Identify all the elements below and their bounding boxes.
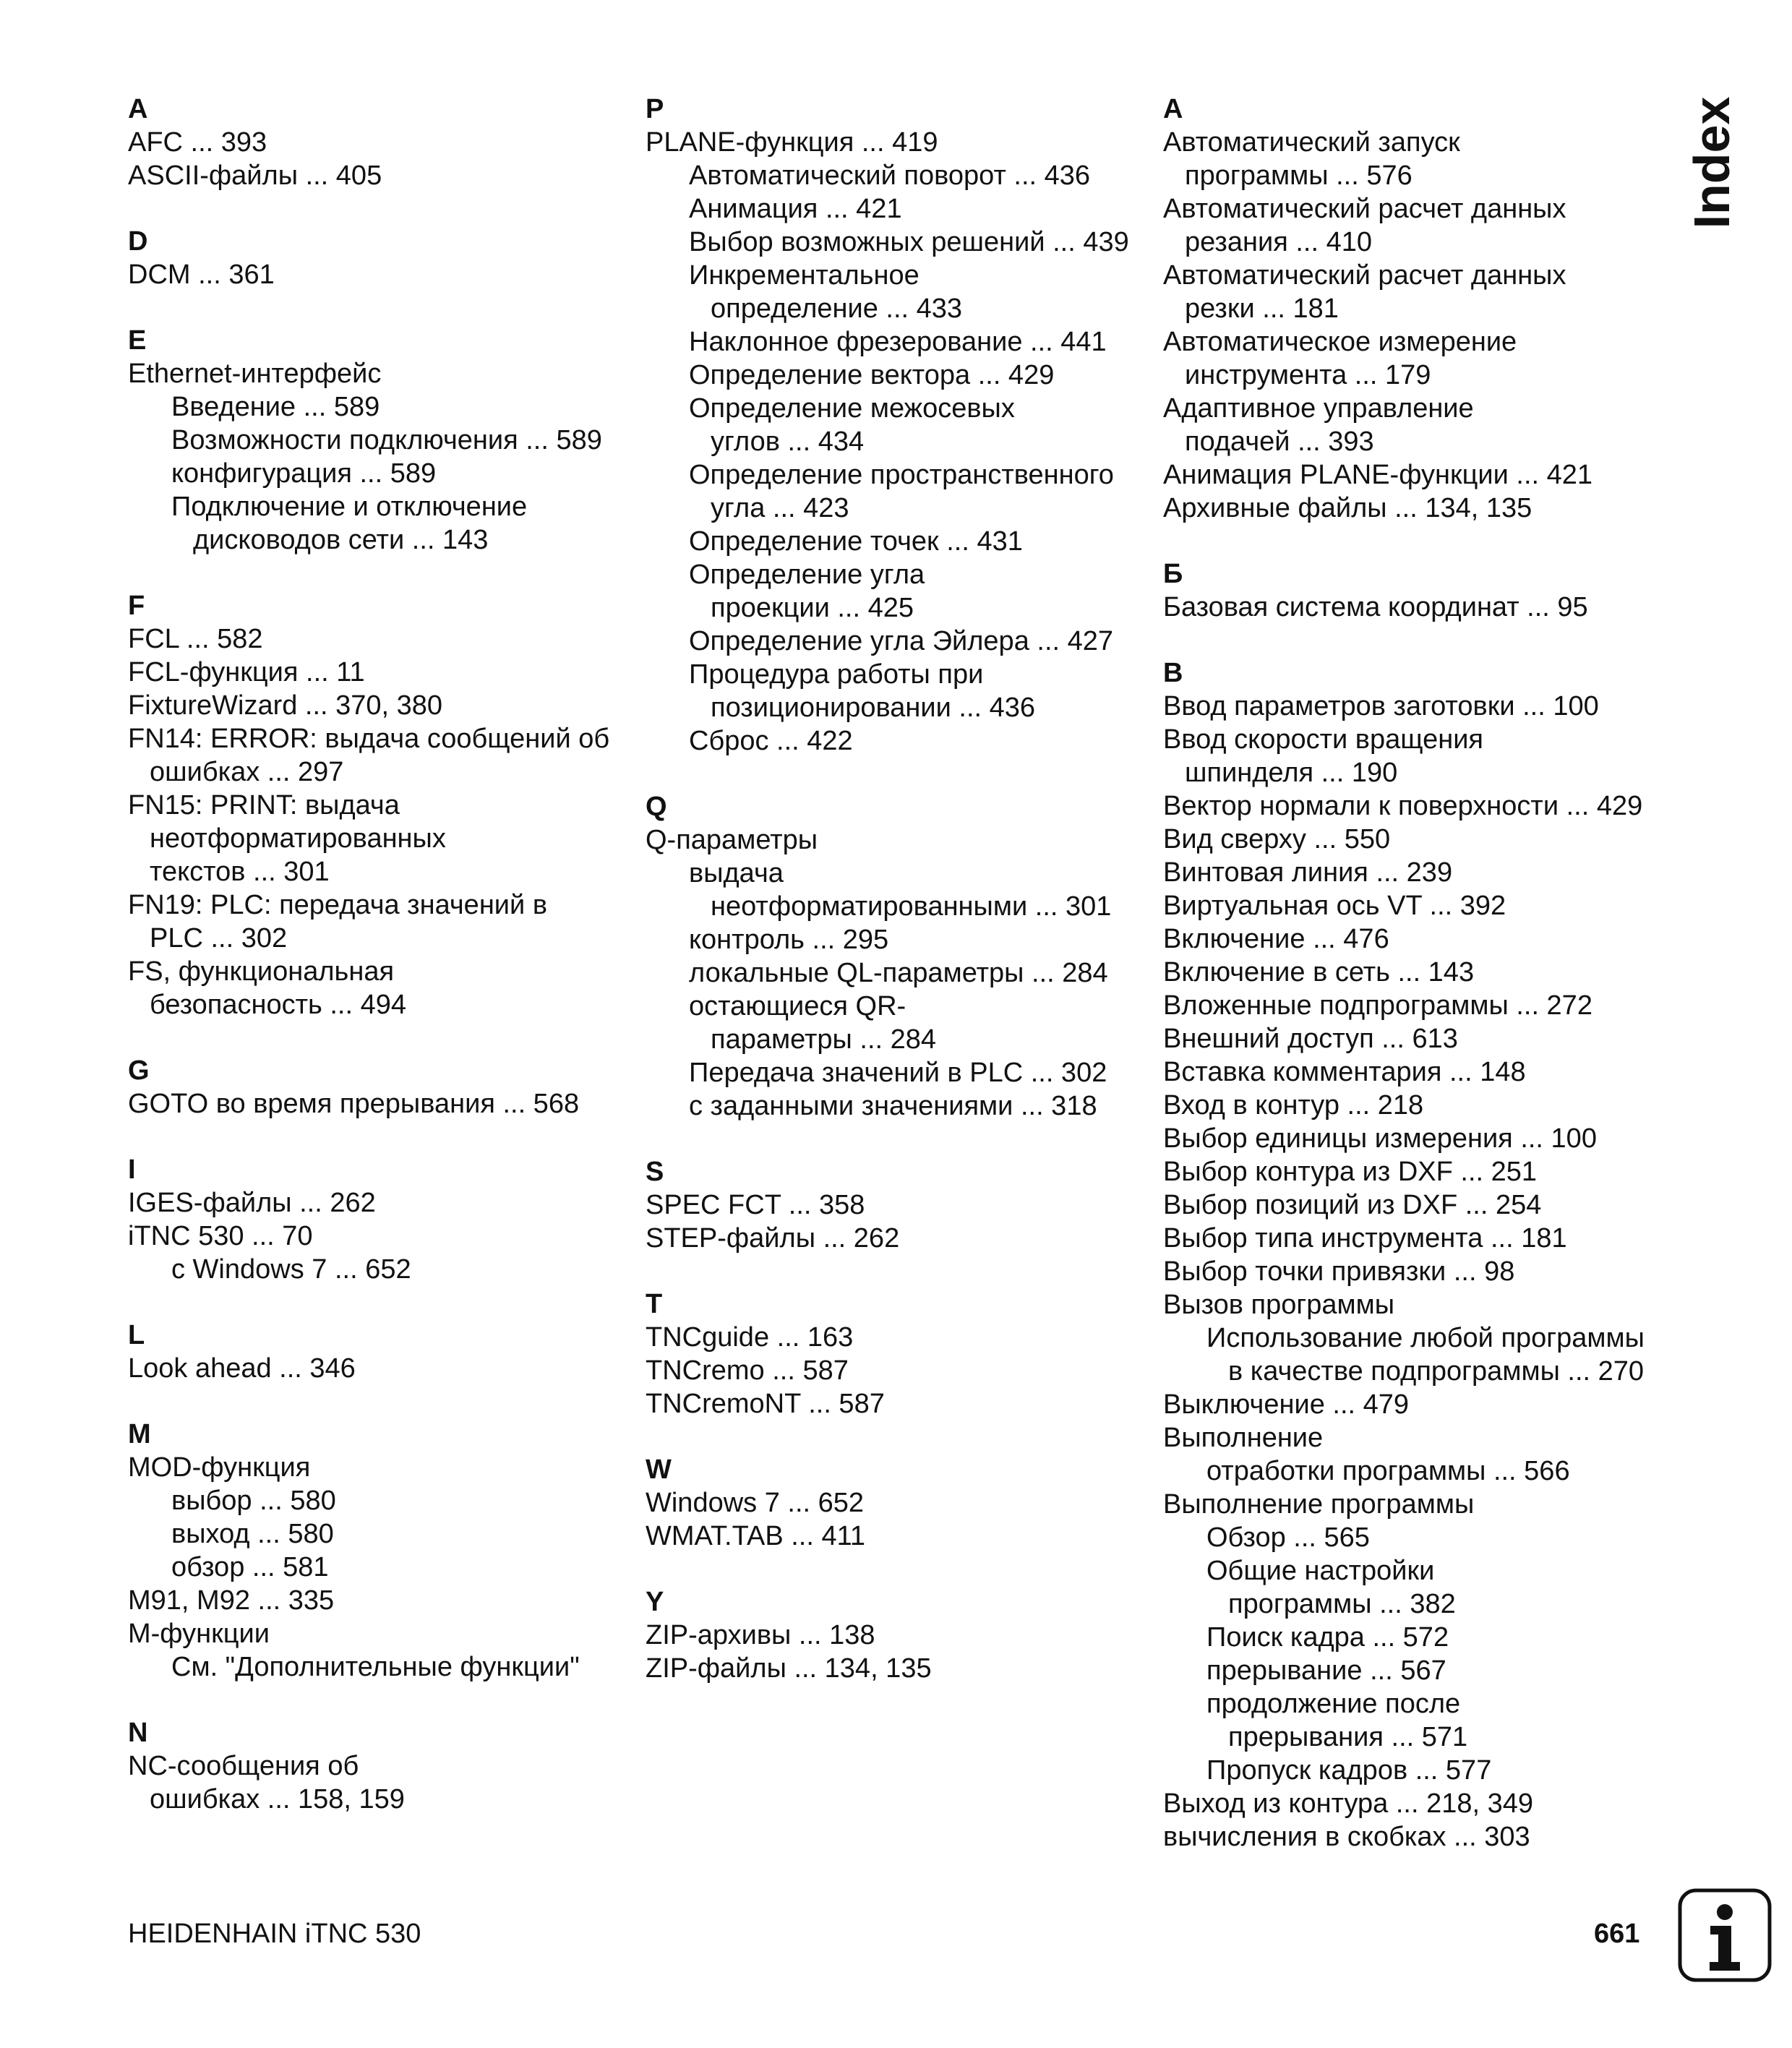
section-letter: L	[128, 1320, 145, 1350]
index-entry: Выполнение программы	[1163, 1489, 1475, 1520]
index-section	[128, 225, 634, 291]
section-letter: S	[646, 1157, 664, 1187]
index-entry: FCL ... 582	[128, 624, 263, 654]
index-subentry: дисководов сети ... 143	[193, 525, 489, 555]
footer-product-name: HEIDENHAIN iTNC 530	[128, 1919, 421, 1949]
index-entry: Включение ... 476	[1163, 924, 1389, 954]
index-subentry: с заданными значениями ... 318	[689, 1091, 1097, 1121]
index-entry: TNCguide ... 163	[646, 1322, 854, 1353]
index-entry: Автоматический расчет данных	[1163, 260, 1566, 291]
index-entry: Выбор единицы измерения ... 100	[1163, 1123, 1597, 1154]
index-entry-continuation: программы ... 576	[1185, 160, 1412, 191]
index-entry: M91, M92 ... 335	[128, 1585, 335, 1616]
index-section	[128, 1153, 634, 1286]
index-subentry: неотформатированными ... 301	[711, 891, 1112, 922]
index-section	[1163, 93, 1684, 525]
index-entry: FN15: PRINT: выдача	[128, 790, 400, 821]
index-entry: Адаптивное управление	[1163, 393, 1474, 424]
index-subentry: угла ... 423	[711, 493, 849, 523]
index-entry: FS, функциональная	[128, 956, 395, 987]
index-subentry: выбор ... 580	[171, 1486, 336, 1516]
index-entry: Выбор позиций из DXF ... 254	[1163, 1190, 1542, 1220]
index-entry: Вход в контур ... 218	[1163, 1090, 1424, 1121]
index-subentry: отработки программы ... 566	[1206, 1456, 1570, 1486]
index-entry: Ethernet-интерфейс	[128, 359, 382, 389]
index-entry: DCM ... 361	[128, 260, 275, 290]
section-letter: T	[646, 1289, 663, 1319]
index-entry: Выбор контура из DXF ... 251	[1163, 1157, 1538, 1187]
index-section	[128, 589, 634, 1021]
index-subentry: Общие настройки	[1206, 1556, 1435, 1586]
index-subentry: выдача	[689, 858, 784, 888]
index-subentry: выход ... 580	[171, 1519, 334, 1549]
index-entry-continuation: текстов ... 301	[150, 857, 330, 887]
index-subentry: позиционировании ... 436	[711, 693, 1036, 723]
section-letter: D	[128, 226, 148, 257]
index-entry: GOTO во время прерывания ... 568	[128, 1089, 580, 1119]
index-entry: Выполнение	[1163, 1423, 1324, 1453]
index-entry-continuation: подачей ... 393	[1185, 427, 1374, 457]
section-letter: M	[128, 1419, 151, 1449]
index-entry: FCL-функция ... 11	[128, 657, 365, 687]
index-entry: FN19: PLC: передача значений в	[128, 890, 548, 920]
index-subentry: Передача значений в PLC ... 302	[689, 1058, 1107, 1088]
index-subentry: Определение межосевых	[689, 393, 1015, 424]
index-section	[128, 1054, 634, 1121]
index-section	[646, 1155, 1152, 1255]
section-letter: Б	[1163, 559, 1183, 589]
index-entry: Выход из контура ... 218, 349	[1163, 1788, 1534, 1819]
index-entry: Вставка комментария ... 148	[1163, 1057, 1526, 1087]
section-letter: N	[128, 1718, 148, 1748]
index-subentry: с Windows 7 ... 652	[171, 1254, 411, 1285]
index-subentry: Определение вектора ... 429	[689, 360, 1055, 390]
index-subentry: Определение пространственного	[689, 460, 1114, 490]
section-letter: I	[128, 1154, 136, 1185]
section-letter: А	[1163, 94, 1183, 124]
index-entry: MOD-функция	[128, 1452, 311, 1483]
index-subentry: в качестве подпрограммы ... 270	[1228, 1356, 1645, 1387]
index-section	[128, 1418, 634, 1684]
index-entry: Ввод параметров заготовки ... 100	[1163, 691, 1599, 721]
index-subentry: определение ... 433	[711, 294, 963, 324]
index-subentry: обзор ... 581	[171, 1552, 329, 1582]
index-section	[128, 324, 634, 557]
section-letter: E	[128, 325, 147, 356]
index-subentry: Процедура работы при	[689, 659, 984, 690]
index-entry: Выбор точки привязки ... 98	[1163, 1256, 1515, 1287]
section-letter: В	[1163, 658, 1183, 688]
index-entry: PLANE-функция ... 419	[646, 127, 938, 158]
index-subentry: Определение точек ... 431	[689, 526, 1023, 557]
info-icon	[1678, 1888, 1772, 1982]
index-section	[646, 93, 1152, 758]
index-entry: Q-параметры	[646, 825, 818, 855]
index-entry: вычисления в скобках ... 303	[1163, 1822, 1530, 1852]
index-entry: Вызов программы	[1163, 1290, 1395, 1320]
index-section	[128, 1716, 634, 1816]
page-number: 661	[1594, 1919, 1640, 1949]
index-section	[646, 1288, 1152, 1421]
index-subentry: контроль ... 295	[689, 925, 889, 955]
index-subentry: Возможности подключения ... 589	[171, 425, 602, 455]
section-letter: G	[128, 1055, 150, 1086]
index-entry: SPEC FCT ... 358	[646, 1190, 865, 1220]
index-section	[128, 93, 634, 192]
index-subentry: Инкрементальное	[689, 260, 919, 291]
index-entry: Архивные файлы ... 134, 135	[1163, 493, 1532, 523]
index-subentry: углов ... 434	[711, 427, 865, 457]
index-entry-continuation: PLC ... 302	[150, 923, 288, 954]
section-letter: F	[128, 591, 145, 621]
index-entry: Look ahead ... 346	[128, 1353, 356, 1384]
index-entry: WMAT.TAB ... 411	[646, 1521, 866, 1551]
index-entry: Анимация PLANE-функции ... 421	[1163, 460, 1593, 490]
section-letter: A	[128, 94, 148, 124]
index-section	[128, 1319, 634, 1385]
index-entry: iTNC 530 ... 70	[128, 1221, 313, 1251]
index-subentry: параметры ... 284	[711, 1024, 937, 1055]
index-entry-continuation: безопасность ... 494	[150, 990, 406, 1020]
index-entry: Внешний доступ ... 613	[1163, 1024, 1458, 1054]
index-subentry: конфигурация ... 589	[171, 458, 437, 489]
index-entry: M-функции	[128, 1619, 270, 1649]
index-subentry: Определение угла Эйлера ... 427	[689, 626, 1114, 656]
index-subentry: Использование любой программы	[1206, 1323, 1645, 1353]
index-subentry: Анимация ... 421	[689, 194, 902, 224]
index-entry: Винтовая линия ... 239	[1163, 857, 1453, 888]
index-entry: FN14: ERROR: выдача сообщений об	[128, 724, 610, 754]
index-entry: Вид сверху ... 550	[1163, 824, 1391, 854]
index-entry: Ввод скорости вращения	[1163, 724, 1483, 755]
index-subentry: проекции ... 425	[711, 593, 914, 623]
index-column-1	[128, 93, 634, 1848]
index-subentry: программы ... 382	[1228, 1589, 1456, 1619]
index-subentry: Выбор возможных решений ... 439	[689, 227, 1129, 257]
side-title	[1676, 94, 1748, 231]
index-section	[646, 1453, 1152, 1553]
index-subentry: прерывания ... 571	[1228, 1722, 1468, 1752]
index-entry: Выключение ... 479	[1163, 1389, 1410, 1420]
index-subentry: Пропуск кадров ... 577	[1206, 1755, 1492, 1786]
index-entry: Вектор нормали к поверхности ... 429	[1163, 791, 1643, 821]
index-entry: Виртуальная ось VT ... 392	[1163, 891, 1506, 921]
index-entry: Выбор типа инструмента ... 181	[1163, 1223, 1567, 1254]
index-entry: Вложенные подпрограммы ... 272	[1163, 990, 1592, 1021]
index-subentry: Подключение и отключение	[171, 492, 528, 522]
index-subentry: См. "Дополнительные функции"	[171, 1652, 580, 1682]
index-entry: Windows 7 ... 652	[646, 1488, 865, 1518]
section-letter: Q	[646, 792, 667, 822]
index-entry-continuation: резания ... 410	[1185, 227, 1372, 257]
index-entry: Включение в сеть ... 143	[1163, 957, 1475, 987]
index-subentry: локальные QL-параметры ... 284	[689, 958, 1108, 988]
index-entry: FixtureWizard ... 370, 380	[128, 690, 443, 721]
index-entry: Базовая система координат ... 95	[1163, 592, 1588, 622]
index-entry: Автоматический расчет данных	[1163, 194, 1566, 224]
index-section	[646, 1585, 1152, 1685]
section-letter: W	[646, 1454, 672, 1485]
section-letter: P	[646, 94, 664, 124]
index-entry: Автоматическое измерение	[1163, 327, 1517, 357]
index-entry: AFC ... 393	[128, 127, 267, 158]
index-column-2	[646, 93, 1152, 1718]
index-subentry: Сброс ... 422	[689, 726, 853, 756]
index-section	[646, 790, 1152, 1123]
index-entry-continuation: ошибках ... 297	[150, 757, 344, 787]
index-entry: NC-сообщения об	[128, 1751, 359, 1781]
index-subentry: Поиск кадра ... 572	[1206, 1622, 1449, 1653]
index-subentry: Обзор ... 565	[1206, 1522, 1370, 1553]
index-entry: TNCremoNT ... 587	[646, 1389, 885, 1419]
side-title-text: Index	[1684, 96, 1740, 229]
index-entry-continuation: инструмента ... 179	[1185, 360, 1431, 390]
index-entry-continuation: резки ... 181	[1185, 294, 1339, 324]
index-entry: STEP-файлы ... 262	[646, 1223, 900, 1254]
index-entry-continuation: шпинделя ... 190	[1185, 758, 1398, 788]
index-subentry: Определение угла	[689, 560, 925, 590]
index-entry: ASCII-файлы ... 405	[128, 160, 382, 191]
index-subentry: прерывание ... 567	[1206, 1655, 1446, 1686]
index-subentry: продолжение после	[1206, 1689, 1461, 1719]
index-entry-continuation: неотформатированных	[150, 823, 446, 854]
index-subentry: Введение ... 589	[171, 392, 380, 422]
index-entry-continuation: ошибках ... 158, 159	[150, 1784, 405, 1815]
index-column-3	[1163, 93, 1684, 1886]
index-subentry: Наклонное фрезерование ... 441	[689, 327, 1107, 357]
index-entry: Автоматический запуск	[1163, 127, 1460, 158]
index-entry: IGES-файлы ... 262	[128, 1188, 376, 1218]
index-section	[1163, 557, 1684, 624]
index-subentry: Автоматический поворот ... 436	[689, 160, 1091, 191]
index-subentry: остающиеся QR-	[689, 991, 906, 1021]
section-letter: Y	[646, 1587, 664, 1617]
index-entry: TNCremo ... 587	[646, 1355, 849, 1386]
index-section	[1163, 656, 1684, 1854]
index-entry: ZIP-архивы ... 138	[646, 1620, 875, 1650]
index-entry: ZIP-файлы ... 134, 135	[646, 1653, 932, 1684]
